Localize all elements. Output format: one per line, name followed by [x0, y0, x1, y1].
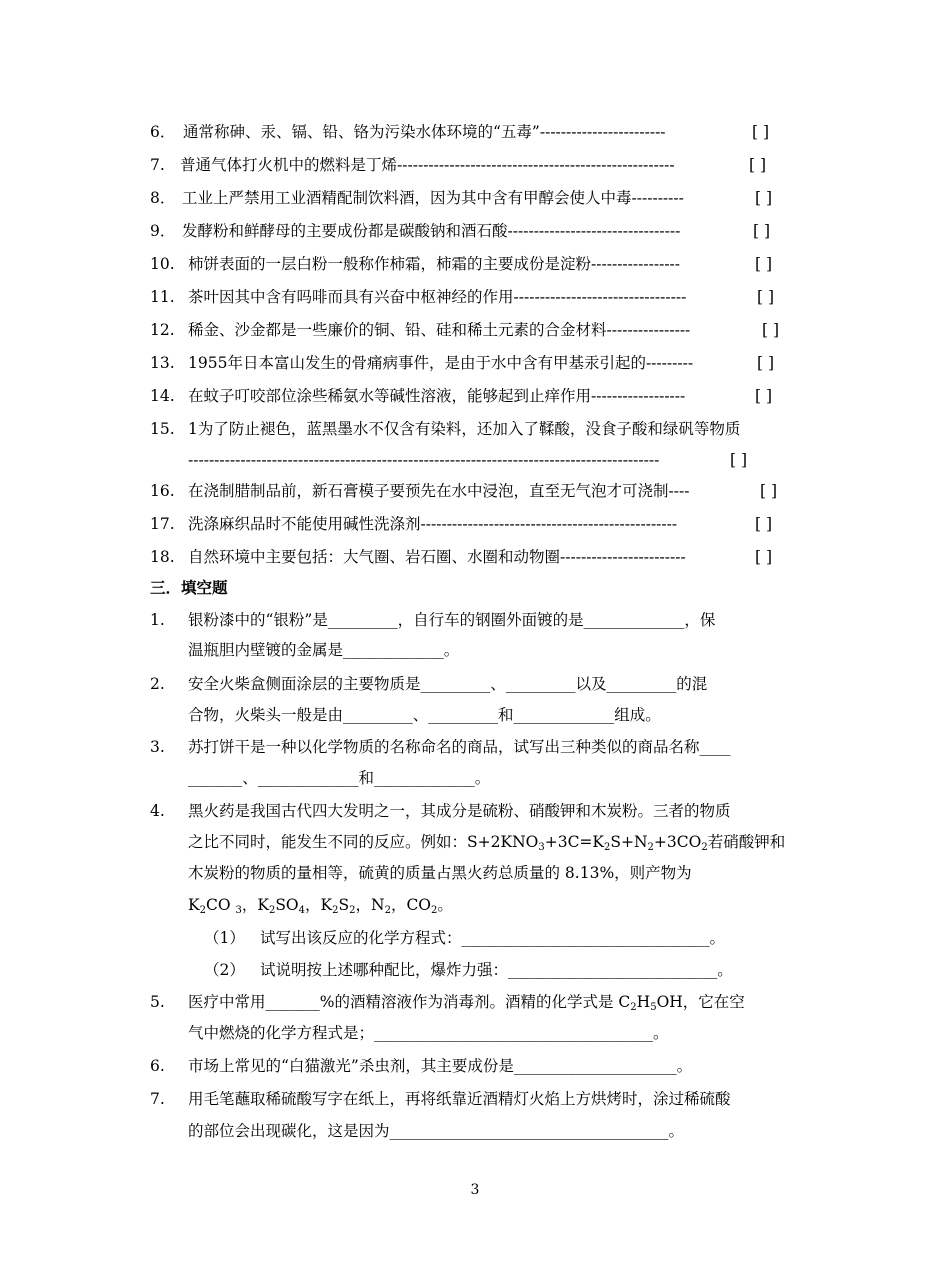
item-number: 9．	[150, 222, 176, 240]
equation-part: +3C=K	[544, 833, 604, 851]
item-text: 通常称砷、汞、镉、铅、铬为污染水体环境的“五毒”------------------------	[183, 123, 666, 141]
subscript: 4	[298, 905, 306, 916]
answer-bracket: [ ]	[730, 451, 748, 469]
item-text: 茶叶因其中含有吗啡而具有兴奋中枢神经的作用---------------------------------	[188, 288, 687, 306]
answer-bracket: [ ]	[762, 321, 780, 339]
item-text: 1为了防止褪色，蓝黑墨水不仅含有染料，还加入了鞣酸，没食子酸和绿矾等物质	[188, 420, 741, 438]
question-number: 2.	[150, 675, 165, 693]
item-text: 在浇制腊制品前，新石膏模子要预先在水中浸泡，直至无气泡才可浇制----	[188, 482, 690, 500]
item-number: 18.	[150, 548, 175, 566]
question-text: 气中燃烧的化学方程式是；____________________________________。	[188, 1024, 669, 1042]
question-text: 安全火柴盒侧面涂层的主要物质是_________、_________以及_________的混	[188, 675, 708, 693]
question-number: 3.	[150, 738, 165, 756]
equation-part: +3CO	[653, 833, 702, 851]
formula-part: CO	[205, 896, 236, 914]
subscript: 2	[701, 842, 708, 853]
answer-bracket: [ ]	[757, 288, 775, 306]
answer-bracket: [ ]	[755, 255, 773, 273]
sub-question-number: （1）	[204, 929, 245, 947]
answer-bracket: [ ]	[755, 387, 773, 405]
item-number: 12.	[150, 321, 175, 339]
question-text-segment: 之比不同时，能发生不同的反应。例如：	[188, 833, 468, 851]
item-number: 8．	[150, 189, 176, 207]
answer-bracket: [ ]	[757, 354, 775, 372]
subscript: 2	[332, 905, 339, 916]
item-text: 1955年日本富山发生的骨痛病事件，是由于水中含有甲基汞引起的---------	[188, 354, 694, 372]
item-text: 稀金、沙金都是一些廉价的铜、铅、硅和稀土元素的合金材料----------------	[188, 321, 691, 339]
answer-bracket: [ ]	[755, 189, 773, 207]
subscript: 2	[647, 842, 654, 853]
subscript: 5	[650, 1002, 657, 1013]
formula-part: ，K	[305, 896, 333, 914]
answer-bracket: [ ]	[752, 123, 770, 141]
question-number: 7.	[150, 1090, 165, 1108]
subscript: 2	[199, 905, 206, 916]
subscript: 2	[349, 905, 356, 916]
formula-part: SO	[275, 896, 299, 914]
item-number: 13.	[150, 354, 175, 372]
item-text: 发酵粉和鲜酵母的主要成份都是碳酸钠和酒石酸---------------------------------	[182, 222, 681, 240]
question-text-segment: OH，它在空	[656, 993, 745, 1011]
formula-part: 。	[437, 896, 453, 914]
question-text: 的部位会出现碳化，这是因为____________________________________。	[188, 1122, 685, 1140]
item-number: 14.	[150, 387, 175, 405]
question-text-segment: 若硝酸钾和	[707, 833, 786, 851]
subscript: 2	[431, 905, 438, 916]
item-number: 11.	[150, 288, 175, 306]
formula-part: ，CO	[390, 896, 432, 914]
item-number: 17.	[150, 515, 175, 533]
question-text	[188, 992, 745, 1012]
question-text: 温瓶胆内壁镀的金属是_____________。	[188, 641, 460, 659]
answer-bracket: [ ]	[753, 222, 771, 240]
formula-part: ，K	[241, 896, 269, 914]
answer-bracket: [ ]	[749, 156, 767, 174]
product-list	[188, 895, 453, 915]
section-title: 三．填空题	[150, 578, 228, 597]
question-text: 黑火药是我国古代四大发明之一，其成分是硫粉、硝酸钾和木炭粉。三者的物质	[188, 802, 731, 820]
question-number: 5.	[150, 993, 165, 1011]
item-text: ------------------------------------------------------------------------------------------	[188, 451, 660, 469]
item-text: 自然环境中主要包括：大气圈、岩石圈、水圈和动物圈------------------------	[188, 548, 686, 566]
sub-question-text: 试说明按上述哪种配比，爆炸力强：___________________________。	[260, 961, 733, 979]
subscript: 2	[630, 1002, 637, 1013]
question-number: 1.	[150, 611, 165, 629]
item-number: 7.	[150, 156, 165, 174]
equation-part: S+N	[610, 833, 648, 851]
question-text: 用毛笔蘸取稀硫酸写字在纸上，再将纸靠近酒精灯火焰上方烘烤时，涂过稀硫酸	[188, 1090, 731, 1108]
subscript: 2	[384, 905, 391, 916]
subscript: 2	[604, 842, 611, 853]
formula-part: K	[188, 896, 200, 914]
sub-question-number: （2）	[204, 961, 245, 979]
equation-part: S+2KNO	[467, 833, 539, 851]
question-text: 银粉漆中的“银粉”是_________，自行车的钢圈外面镀的是_____________，保	[188, 611, 716, 629]
item-text: 在蚊子叮咬部位涂些稀氨水等碱性溶液，能够起到止痒作用------------------	[188, 387, 686, 405]
equation	[467, 833, 708, 851]
item-number: 16.	[150, 482, 175, 500]
question-text: 合物，火柴头一般是由_________、_________和_____________组成。	[188, 706, 661, 724]
item-text: 普通气体打火机中的燃料是丁烯-----------------------------------------------------	[180, 156, 675, 174]
subscript: 3	[235, 905, 242, 916]
question-text	[188, 832, 785, 852]
answer-bracket: [ ]	[760, 482, 778, 500]
question-number: 4.	[150, 802, 165, 820]
question-text: 市场上常见的“白猫激光”杀虫剂，其主要成份是_____________________。	[188, 1057, 693, 1075]
question-text: 苏打饼干是一种以化学物质的名称命名的商品，试写出三种类似的商品名称____	[188, 738, 731, 756]
item-number: 15.	[150, 420, 175, 438]
formula-part: ，N	[355, 896, 385, 914]
question-text-segment: 医疗中常用_______%的酒精溶液作为消毒剂。酒精的化学式是 C	[188, 993, 631, 1011]
answer-bracket: [ ]	[755, 515, 773, 533]
question-text: _______、_____________和_____________。	[188, 769, 491, 787]
question-number: 6.	[150, 1057, 165, 1075]
question-text: 木炭粉的物质的量相等，硫黄的质量占黑火药总质量的 8.13%，则产物为	[188, 864, 692, 882]
page-number: 3	[470, 1182, 480, 1198]
sub-question-text: 试写出该反应的化学方程式：________________________________。	[260, 929, 726, 947]
subscript: 2	[268, 905, 276, 916]
item-text: 工业上严禁用工业酒精配制饮料酒，因为其中含有甲醇会使人中毒----------	[182, 189, 684, 207]
question-text-segment: H	[636, 993, 651, 1011]
subscript: 3	[538, 842, 545, 853]
answer-bracket: [ ]	[755, 548, 773, 566]
item-number: 6．	[150, 123, 176, 141]
formula-part: S	[338, 896, 350, 914]
item-number: 10.	[150, 255, 175, 273]
item-text: 洗涤麻织品时不能使用碱性洗涤剂-------------------------------------------------	[188, 515, 678, 533]
item-text: 柿饼表面的一层白粉一般称作柿霜，柿霜的主要成份是淀粉-----------------	[188, 255, 681, 273]
